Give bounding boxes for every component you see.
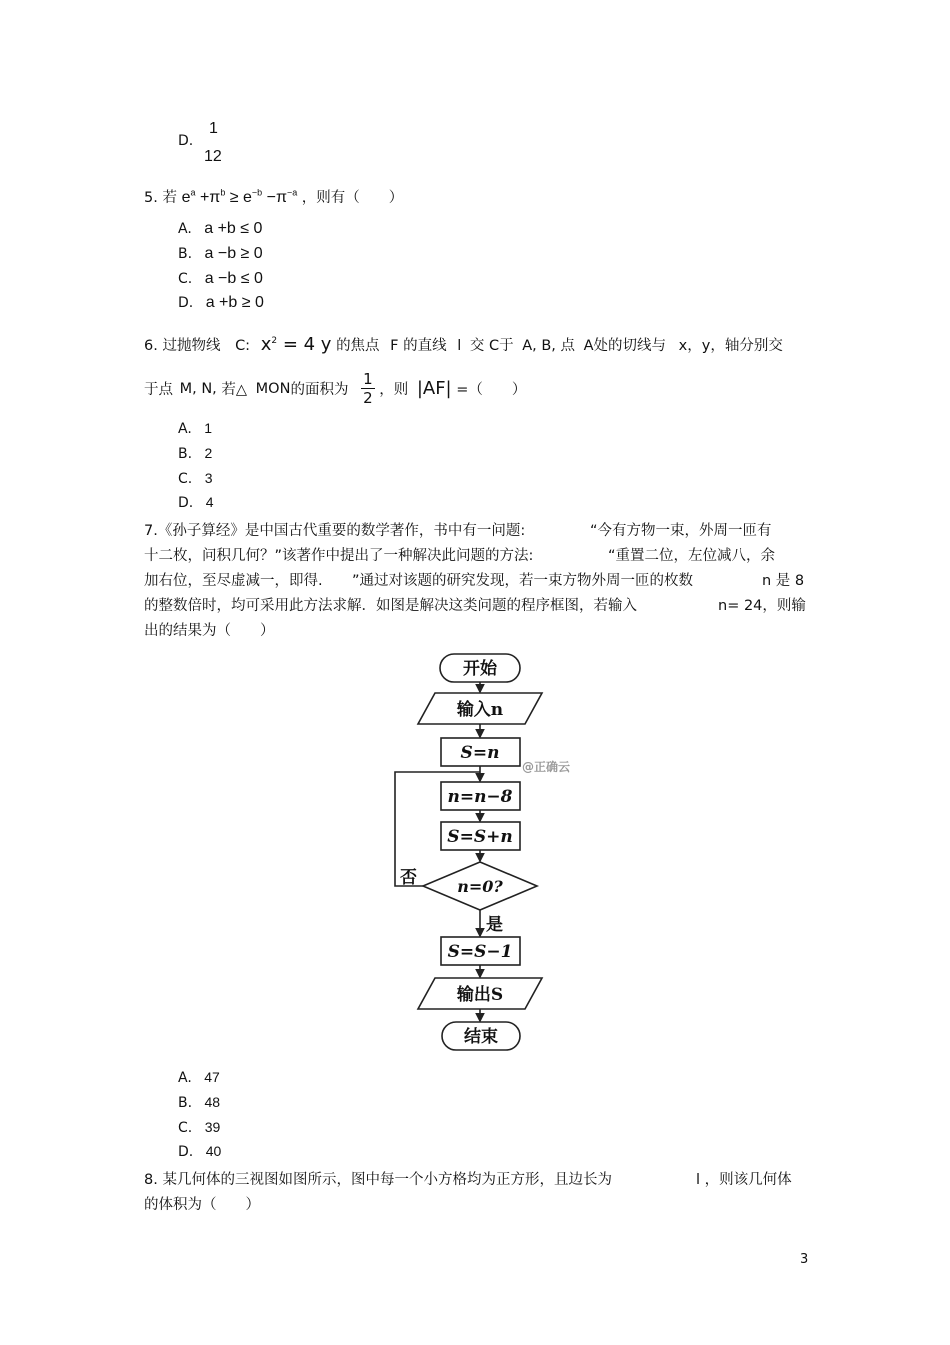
q7-line3-c: n 是 8 (762, 573, 805, 589)
q6-number: 6. (144, 338, 158, 354)
q7-line1-a: 7.《孙子算经》是中国古代重要的数学著作，书中有一问题: (144, 523, 526, 539)
option-text: 4 (205, 494, 214, 510)
q5-lhs-pi: +π (199, 189, 221, 206)
option-text: 2 (204, 445, 213, 461)
q6-option-b (178, 445, 212, 462)
flow-end-label: 结束 (464, 1027, 498, 1047)
flow-output-label: 输出S (456, 985, 504, 1005)
option-text: a −b ≤ 0 (204, 270, 263, 287)
option-letter: B. (178, 446, 193, 462)
q6-frac-num: 1 (363, 370, 373, 388)
option-text: 40 (205, 1143, 222, 1159)
q7-flowchart (380, 645, 580, 1065)
q6-eq-exp: 2 (271, 336, 278, 346)
q6-triangle: MON (255, 380, 291, 397)
q5-rhs-e-exp: −b (251, 187, 263, 198)
option-text: a +b ≥ 0 (205, 294, 264, 311)
flow-start-label: 开始 (463, 659, 497, 679)
option-text: 1 (204, 420, 213, 436)
q6-af: |AF| (416, 378, 452, 399)
q7-line2-b: “重置二位，左位减八，余 (608, 548, 776, 564)
q6-eq-rest: = 4 y (282, 334, 332, 355)
q6-fraction (361, 370, 375, 407)
q6-text: x，y，轴分别交 (678, 338, 783, 354)
q6-text: 的直线 (403, 338, 447, 354)
q6-text: 交 (469, 338, 485, 354)
q6-option-c (178, 470, 212, 487)
q8-line2: 的体积为（ ） (144, 1197, 260, 1213)
q6-frac-den: 2 (363, 389, 373, 407)
q5-suffix: ，则有（ ） (301, 190, 404, 206)
option-letter: C. (178, 271, 193, 287)
q6-line-l: l (457, 338, 462, 354)
q5-rhs-pi: −π (266, 189, 288, 206)
option-letter: A. (178, 221, 192, 237)
q6-eq-x: x (260, 334, 272, 355)
q6-text: 的面积为 (290, 382, 349, 398)
q5-option-c (178, 270, 263, 288)
q6-text: 若△ (221, 382, 248, 398)
q5-prefix: 若 (162, 190, 177, 206)
option-text: 47 (204, 1069, 220, 1085)
q7-option-a (178, 1069, 220, 1086)
option-text: 39 (204, 1119, 221, 1135)
q5-relation: ≥ e (229, 189, 252, 206)
q5-option-b (178, 245, 263, 263)
prev-option-denominator: 12 (204, 148, 222, 165)
q6-text: 过抛物线 (162, 338, 221, 354)
page-number: 3 (800, 1252, 809, 1267)
q6-points-mn: M, N, (179, 380, 217, 397)
option-text: 48 (204, 1094, 221, 1110)
q5-option-a (178, 220, 262, 238)
q6-stem-line2 (144, 370, 526, 407)
q8-line1-a: 8. 某几何体的三视图如图所示，图中每一个小方格均为正方形，且边长为 (144, 1172, 612, 1188)
q5-option-d (178, 294, 264, 312)
q7-line3-b: ”通过对该题的研究发现，若一束方物外周一匝的枚数 (352, 573, 694, 589)
q6-text: ，则 (379, 382, 409, 398)
option-letter: A. (178, 1070, 192, 1086)
flow-decision-label: n=0? (457, 877, 503, 896)
flow-supdate-label: S=S+n (447, 827, 513, 847)
q7-line1-b: “今有方物一束，外周一匝有 (590, 523, 772, 539)
option-letter: C. (178, 1120, 193, 1136)
q5-rhs-pi-exp: −a (287, 187, 298, 198)
q5-lhs-e: e (181, 189, 191, 206)
q5-inequality (182, 189, 302, 206)
prev-option-letter: D. (178, 133, 194, 149)
flow-yes-label: 是 (486, 915, 503, 935)
option-letter: D. (178, 295, 194, 311)
q5-number: 5. (144, 190, 158, 206)
q6-curve-label: C: (235, 338, 251, 354)
flow-input-label: 输入n (456, 700, 504, 720)
option-letter: B. (178, 246, 193, 262)
option-text: a −b ≥ 0 (204, 245, 263, 262)
q6-option-a (178, 420, 212, 437)
q7-line4-a: 的整数倍时，均可采用此方法求解．如图是解决这类问题的程序框图，若输入 (144, 598, 637, 614)
flow-sn-label: S=n (460, 743, 500, 763)
option-text: a +b ≤ 0 (204, 220, 263, 237)
q5-stem (144, 186, 403, 207)
q7-option-d (178, 1143, 221, 1160)
q8-line1-b: l ，则该几何体 (696, 1172, 792, 1188)
option-letter: C. (178, 471, 193, 487)
flow-nupdate-label: n=n−8 (447, 787, 513, 807)
option-text: 3 (204, 470, 213, 486)
q6-focus: F (390, 338, 399, 354)
option-letter: A. (178, 421, 192, 437)
option-letter: D. (178, 495, 194, 511)
q6-text: 于点 (144, 382, 173, 398)
flow-sminus-label: S=S−1 (447, 942, 513, 962)
flow-no-label: 否 (400, 868, 417, 888)
q7-line3-a: 加右位，至尽虚减一，即得. (144, 573, 323, 589)
q7-option-c (178, 1119, 220, 1136)
q6-text: A处的切线与 (583, 338, 667, 354)
q6-stem-line1 (144, 334, 783, 355)
q6-points: A, B, (522, 338, 556, 354)
q6-text: 的焦点 (336, 338, 380, 354)
flow-watermark: @正确云 (522, 760, 571, 774)
q6-option-d (178, 494, 213, 511)
option-letter: B. (178, 1095, 193, 1111)
q7-line4-b: n= 24，则输 (718, 598, 806, 614)
q5-lhs-pi-exp: b (220, 187, 226, 198)
q6-text: =（ ） (456, 382, 527, 398)
prev-option-numerator: 1 (209, 120, 218, 137)
q6-equation (261, 334, 332, 355)
q6-text: C于 (488, 338, 514, 354)
q7-option-b (178, 1094, 220, 1111)
q7-line5: 出的结果为（ ） (144, 623, 275, 639)
option-letter: D. (178, 1144, 194, 1160)
q7-line2-a: 十二枚，问积几何？”该著作中提出了一种解决此问题的方法: (144, 548, 534, 564)
q5-lhs-e-exp: a (190, 187, 196, 198)
q6-text: 点 (560, 338, 576, 354)
